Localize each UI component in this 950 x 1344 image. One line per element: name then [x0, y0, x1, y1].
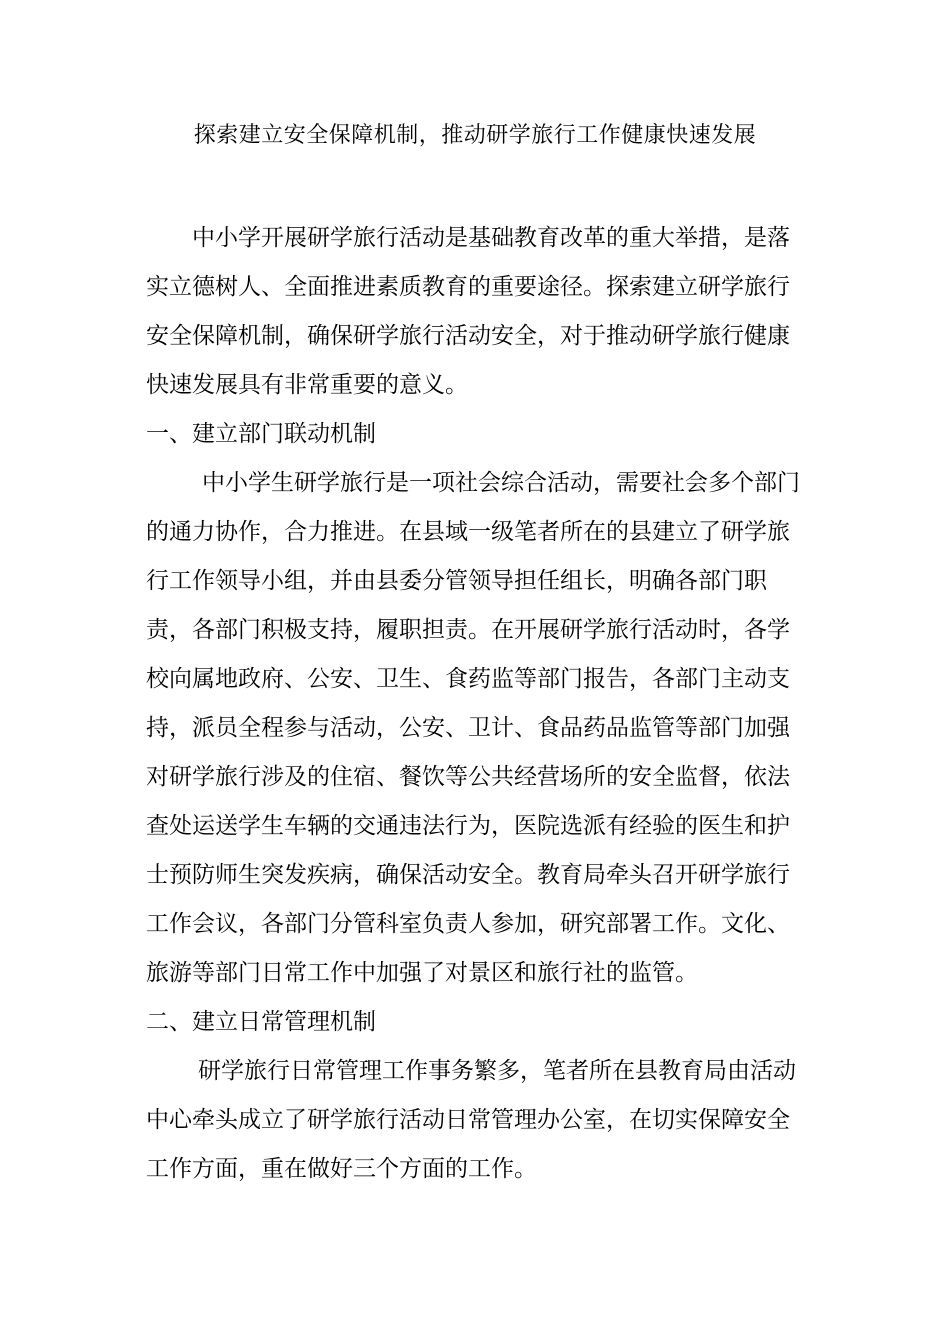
section-2-paragraph: 研学旅行日常管理工作事务繁多，笔者所在县教育局由活动中心牵头成立了研学旅行活动日常管理办公室，在切实保障安全工作方面，重在做好三个方面的工作。 [146, 1058, 796, 1182]
document-title: 探索建立安全保障机制，推动研学旅行工作健康快速发展 [193, 123, 757, 148]
section-1-heading: 一、建立部门联动机制 [146, 421, 376, 447]
document-body [146, 214, 810, 1194]
section-1-paragraph: 中小学生研学旅行是一项社会综合活动，需要社会多个部门的通力协作，合力推进。在县域一级笔者所在的县建立了研学旅行工作领导小组，并由县委分管领导担任组长，明确各部门职责，各部门积极支持，履职担责。在开展研学旅行活动时，各学校向属地政府、公安、卫生、食药监等部门报告，各部门主动支持，派员全程参与活动，公安、卫计、食品药品监管等部门加强对研学旅行涉及的住宿、餐饮等公共经营场所的安全监督，依法查处运送学生车辆的交通违法行为，医院选派有经验的医生和护士预防师生突发疾病，确保活动安全。教育局牵头召开研学旅行工作会议，各部门分管科室负责人参加，研究部署工作。文化、旅游等部门日常工作中加强了对景区和旅行社的监管。 [146, 470, 800, 986]
intro-paragraph: 中小学开展研学旅行活动是基础教育改革的重大举措，是落实立德树人、全面推进素质教育的重要途径。探索建立研学旅行安全保障机制，确保研学旅行活动安全，对于推动研学旅行健康快速发展具有非常重要的意义。 [146, 225, 790, 398]
section-2-heading: 二、建立日常管理机制 [146, 1009, 376, 1035]
